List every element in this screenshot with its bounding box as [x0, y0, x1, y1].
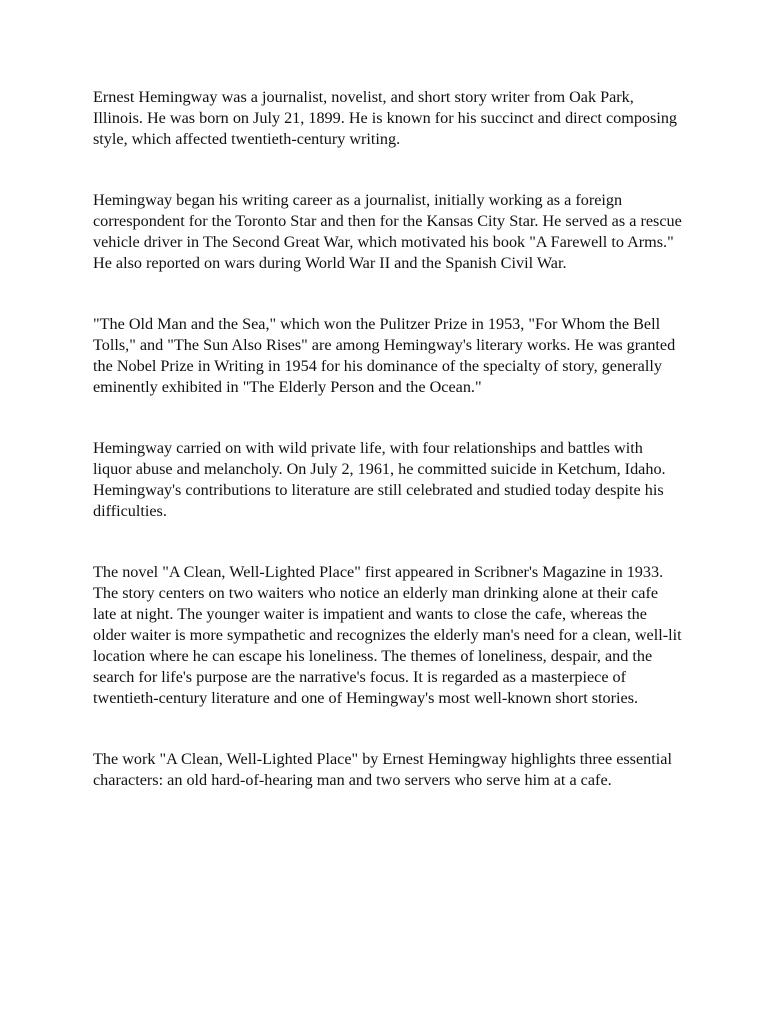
paragraph-personal-life: Hemingway carried on with wild private life, with four relationships and battles with liquor abuse and melancholy. On July 2, 1961, he committed suicide in Ketchum, Idaho. Hemingway's contributions to literature are still celebrated and studied today despite his difficulties. — [93, 439, 666, 520]
paragraph-clean-well-lighted-place: The novel "A Clean, Well-Lighted Place" first appeared in Scribner's Magazine in 1933. The story centers on two waiters who notice an elderly man drinking alone at their cafe late at night. The younger waiter is impatient and wants to close the cafe, whereas the older waiter is more sympathetic and recognizes the elderly man's need for a clean, well-lit location where he can escape his loneliness. The themes of loneliness, despair, and the search for life's purpose are the narrative's focus. It is regarded as a masterpiece of twentieth-century literature and one of Hemingway's most well-known short stories. — [93, 563, 682, 707]
paragraph-journalism-career: Hemingway began his writing career as a journalist, initially working as a foreign correspondent for the Toronto Star and then for the Kansas City Star. He served as a rescue vehicle driver in The Second Great War, which motivated his book "A Farewell to Arms." He also reported on wars during World War II and the Spanish Civil War. — [93, 191, 682, 272]
paragraph-characters: The work "A Clean, Well-Lighted Place" by Ernest Hemingway highlights three essential characters: an old hard-of-hearing man and two servers who serve him at a cafe. — [93, 750, 672, 789]
document-body — [93, 87, 683, 831]
paragraph-biography-intro: Ernest Hemingway was a journalist, novelist, and short story writer from Oak Park, Illinois. He was born on July 21, 1899. He is known for his succinct and direct composing style, which affected twentieth-century writing. — [93, 88, 678, 148]
paragraph-literary-works: "The Old Man and the Sea," which won the Pulitzer Prize in 1953, "For Whom the Bell Tolls," and "The Sun Also Rises" are among Hemingway's literary works. He was granted the Nobel Prize in Writing in 1954 for his dominance of the specialty of story, generally eminently exhibited in "The Elderly Person and the Ocean." — [93, 315, 676, 396]
